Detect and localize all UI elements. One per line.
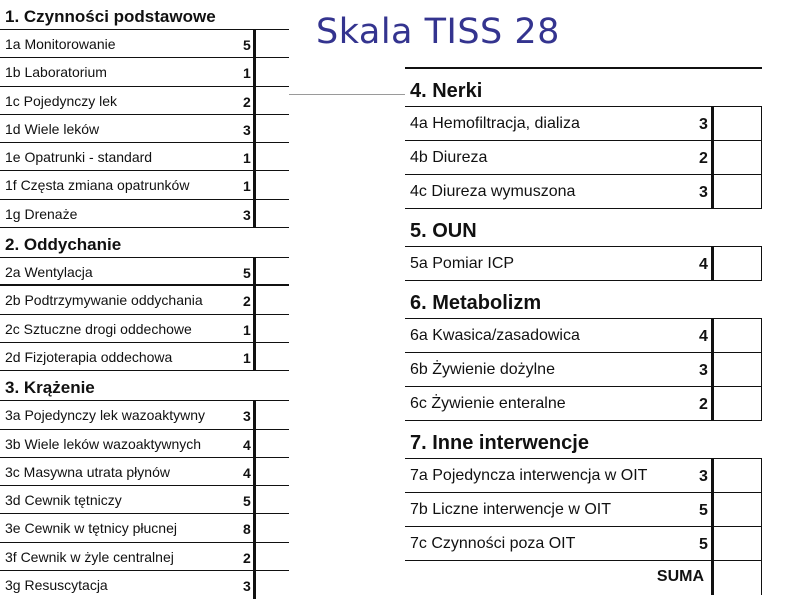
score-input-cell[interactable] bbox=[711, 459, 762, 492]
row-label: 3d Cewnik tętniczy bbox=[5, 492, 122, 509]
row-label: 1e Opatrunki - standard bbox=[5, 149, 153, 166]
row-label: 7c Czynności poza OIT bbox=[410, 535, 576, 552]
row-points: 4 bbox=[699, 328, 708, 345]
row-points: 1 bbox=[243, 150, 251, 167]
score-row bbox=[405, 141, 762, 175]
connector-line bbox=[289, 94, 405, 95]
score-input-cell[interactable] bbox=[253, 200, 289, 227]
row-label: 1a Monitorowanie bbox=[5, 36, 116, 52]
score-input-cell[interactable] bbox=[253, 286, 289, 313]
score-input-cell[interactable] bbox=[253, 171, 289, 198]
row-points: 4 bbox=[243, 436, 251, 453]
row-label: 3a Pojedynczy lek wazoaktywny bbox=[5, 407, 205, 424]
score-row bbox=[0, 343, 289, 371]
score-row bbox=[0, 58, 289, 86]
score-input-cell[interactable] bbox=[253, 401, 289, 428]
row-points: 3 bbox=[699, 362, 708, 379]
sum-input-cell[interactable] bbox=[711, 561, 762, 595]
row-label: 4a Hemofiltracja, dializa bbox=[410, 115, 580, 132]
score-input-cell[interactable] bbox=[253, 543, 289, 570]
score-input-cell[interactable] bbox=[253, 258, 289, 284]
right-score-table bbox=[405, 67, 762, 595]
score-row bbox=[0, 315, 289, 343]
row-label: 3c Masywna utrata płynów bbox=[5, 463, 170, 480]
score-row bbox=[0, 571, 289, 599]
score-row bbox=[0, 30, 289, 58]
section-heading: 1. Czynności podstawowe bbox=[0, 0, 289, 30]
score-row bbox=[405, 527, 762, 561]
score-input-cell[interactable] bbox=[253, 343, 289, 370]
row-label: 3f Cewnik w żyle centralnej bbox=[5, 548, 174, 565]
row-points: 4 bbox=[699, 256, 708, 273]
score-row bbox=[0, 286, 289, 314]
row-label: 1f Częsta zmiana opatrunków bbox=[5, 177, 190, 194]
score-row bbox=[0, 514, 289, 542]
row-label: 1c Pojedynczy lek bbox=[5, 92, 118, 109]
score-input-cell[interactable] bbox=[711, 247, 762, 280]
row-label: 5a Pomiar ICP bbox=[410, 255, 515, 272]
score-row bbox=[405, 175, 762, 209]
score-input-cell[interactable] bbox=[253, 87, 289, 114]
row-points: 1 bbox=[243, 349, 251, 366]
row-points: 3 bbox=[243, 578, 251, 595]
section-heading: 2. Oddychanie bbox=[0, 228, 289, 258]
row-points: 1 bbox=[243, 65, 251, 82]
score-row bbox=[405, 459, 762, 493]
row-points: 2 bbox=[243, 93, 251, 110]
score-input-cell[interactable] bbox=[253, 58, 289, 85]
row-points: 1 bbox=[243, 178, 251, 195]
score-input-cell[interactable] bbox=[711, 319, 762, 352]
row-points: 5 bbox=[699, 502, 708, 519]
row-points: 1 bbox=[243, 321, 251, 338]
score-input-cell[interactable] bbox=[711, 107, 762, 140]
score-input-cell[interactable] bbox=[253, 458, 289, 485]
score-row bbox=[0, 171, 289, 199]
row-label: 1g Drenaże bbox=[5, 205, 78, 222]
score-input-cell[interactable] bbox=[253, 486, 289, 513]
score-input-cell[interactable] bbox=[711, 387, 762, 420]
row-points: 8 bbox=[243, 521, 251, 538]
row-points: 2 bbox=[699, 396, 708, 413]
score-input-cell[interactable] bbox=[711, 141, 762, 174]
row-label: 6c Żywienie enteralne bbox=[410, 395, 566, 412]
row-points: 2 bbox=[699, 150, 708, 167]
slide-title: Skala TISS 28 bbox=[316, 12, 560, 52]
row-label: 2d Fizjoterapia oddechowa bbox=[5, 348, 173, 365]
score-row bbox=[405, 493, 762, 527]
row-label: 7b Liczne interwencje w OIT bbox=[410, 501, 611, 518]
row-label: 4c Diureza wymuszona bbox=[410, 183, 576, 200]
score-row bbox=[405, 387, 762, 421]
section-heading: 5. OUN bbox=[405, 209, 762, 247]
score-input-cell[interactable] bbox=[253, 315, 289, 342]
row-points: 3 bbox=[699, 184, 708, 201]
score-row bbox=[0, 543, 289, 571]
section-heading: 6. Metabolizm bbox=[405, 281, 762, 319]
score-row bbox=[0, 115, 289, 143]
score-input-cell[interactable] bbox=[253, 430, 289, 457]
row-label: 3e Cewnik w tętnicy płucnej bbox=[5, 520, 177, 537]
row-points: 3 bbox=[699, 468, 708, 485]
score-row bbox=[405, 319, 762, 353]
section-heading: 7. Inne interwencje bbox=[405, 421, 762, 459]
row-label: 4b Diureza bbox=[410, 149, 488, 166]
score-input-cell[interactable] bbox=[253, 115, 289, 142]
row-points: 5 bbox=[243, 37, 251, 53]
row-points: 2 bbox=[243, 293, 251, 310]
sum-row bbox=[405, 561, 762, 595]
score-input-cell[interactable] bbox=[253, 30, 289, 57]
row-label: 7a Pojedyncza interwencja w OIT bbox=[410, 467, 648, 484]
row-points: 5 bbox=[243, 265, 251, 282]
row-points: 3 bbox=[243, 206, 251, 223]
row-points: 2 bbox=[243, 549, 251, 566]
score-row bbox=[405, 247, 762, 281]
row-points: 3 bbox=[243, 121, 251, 138]
score-row bbox=[0, 458, 289, 486]
row-points: 3 bbox=[699, 116, 708, 133]
row-label: 3g Resuscytacja bbox=[5, 577, 108, 594]
row-label: 3b Wiele leków wazoaktywnych bbox=[5, 435, 202, 452]
score-row bbox=[0, 486, 289, 514]
section-heading: 4. Nerki bbox=[405, 69, 762, 107]
row-label: 6b Żywienie dożylne bbox=[410, 361, 555, 378]
score-row bbox=[0, 143, 289, 171]
score-input-cell[interactable] bbox=[253, 143, 289, 170]
row-label: 1b Laboratorium bbox=[5, 64, 107, 81]
score-row bbox=[405, 353, 762, 387]
section-heading: 3. Krążenie bbox=[0, 371, 289, 401]
row-points: 3 bbox=[243, 408, 251, 425]
score-row bbox=[0, 200, 289, 228]
left-score-table bbox=[0, 0, 289, 599]
score-row bbox=[0, 87, 289, 115]
score-row bbox=[405, 107, 762, 141]
score-row bbox=[0, 401, 289, 429]
score-input-cell[interactable] bbox=[711, 175, 762, 208]
score-input-cell[interactable] bbox=[711, 353, 762, 386]
row-points: 5 bbox=[699, 536, 708, 553]
row-label: 2c Sztuczne drogi oddechowe bbox=[5, 320, 192, 337]
score-row bbox=[0, 430, 289, 458]
score-row bbox=[0, 258, 289, 286]
score-input-cell[interactable] bbox=[253, 571, 289, 599]
score-input-cell[interactable] bbox=[253, 514, 289, 541]
row-label: 1d Wiele leków bbox=[5, 120, 100, 137]
row-label: 2a Wentylacja bbox=[5, 264, 93, 281]
row-points: 4 bbox=[243, 464, 251, 481]
score-input-cell[interactable] bbox=[711, 527, 762, 560]
score-input-cell[interactable] bbox=[711, 493, 762, 526]
row-label: 2b Podtrzymywanie oddychania bbox=[5, 292, 203, 309]
row-label: 6a Kwasica/zasadowica bbox=[410, 327, 580, 344]
sum-label: SUMA bbox=[656, 568, 704, 585]
row-points: 5 bbox=[243, 493, 251, 510]
